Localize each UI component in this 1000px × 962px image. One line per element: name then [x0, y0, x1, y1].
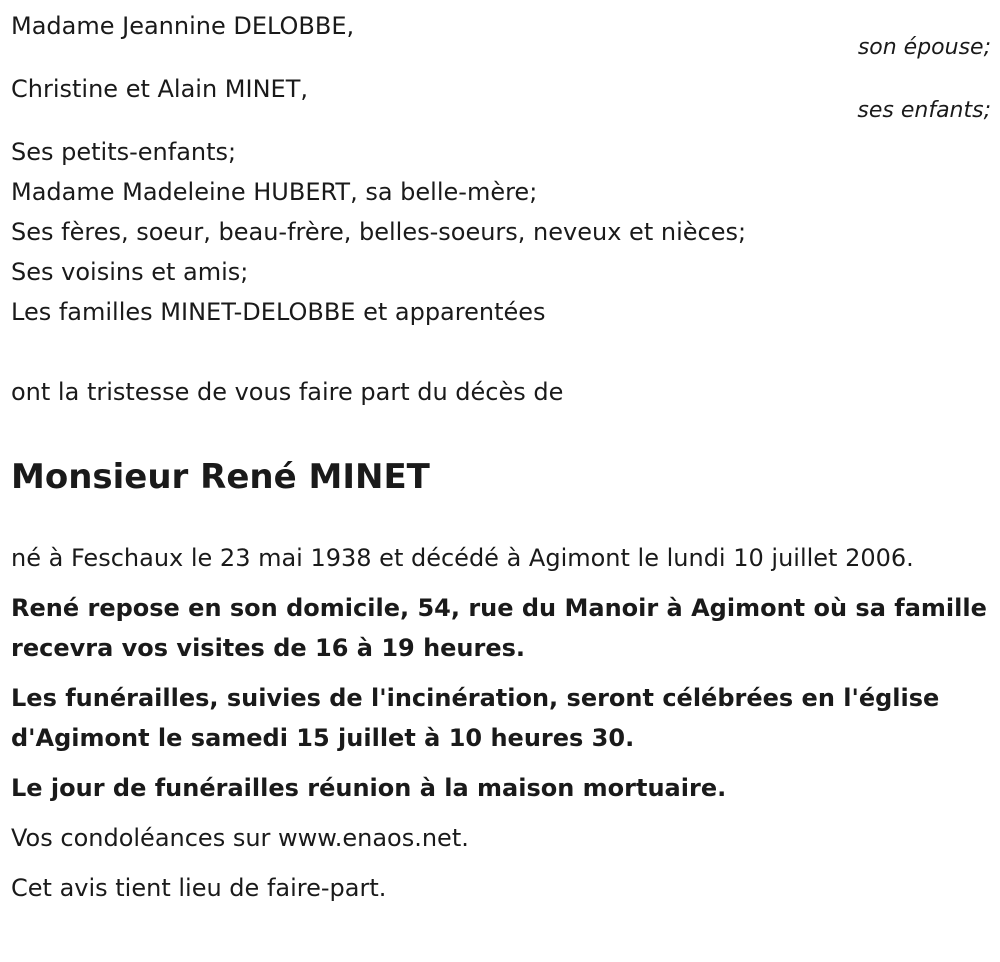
relative-line: Madame Madeleine HUBERT, sa belle-mère;: [11, 178, 538, 206]
spouse-role: son épouse;: [857, 35, 991, 60]
children-names: Christine et Alain MINET,: [11, 75, 308, 103]
closing-text: Cet avis tient lieu de faire-part.: [11, 874, 387, 902]
obituary-notice: [11, 6, 991, 918]
family-row-spouse: [11, 6, 991, 60]
relative-line: Ses petits-enfants;: [11, 138, 237, 166]
condolences-text: Vos condoléances sur www.enaos.net.: [11, 824, 469, 852]
funeral-text: Les funérailles, suivies de l'incinération, seront célébrées en l'église d'Agimont le samedi 15 juillet à 10 heures 30.: [11, 684, 940, 752]
spouse-name: Madame Jeannine DELOBBE,: [11, 12, 355, 40]
visitation-text: René repose en son domicile, 54, rue du Manoir à Agimont où sa famille recevra vos visites de 16 à 19 heures.: [11, 594, 987, 662]
children-role: ses enfants;: [857, 98, 991, 123]
deceased-name: Monsieur René MINET: [11, 457, 430, 497]
announcement-text: ont la tristesse de vous faire part du décès de: [11, 378, 564, 406]
relative-line: Les familles MINET-DELOBBE et apparentées: [11, 298, 546, 326]
relatives-list: [11, 132, 991, 332]
gathering-text: Le jour de funérailles réunion à la maison mortuaire.: [11, 774, 727, 802]
family-row-children: [11, 69, 991, 123]
birth-death-text: né à Feschaux le 23 mai 1938 et décédé à Agimont le lundi 10 juillet 2006.: [11, 544, 914, 572]
relative-line: Ses fères, soeur, beau-frère, belles-soeurs, neveux et nièces;: [11, 218, 747, 246]
relative-line: Ses voisins et amis;: [11, 258, 249, 286]
